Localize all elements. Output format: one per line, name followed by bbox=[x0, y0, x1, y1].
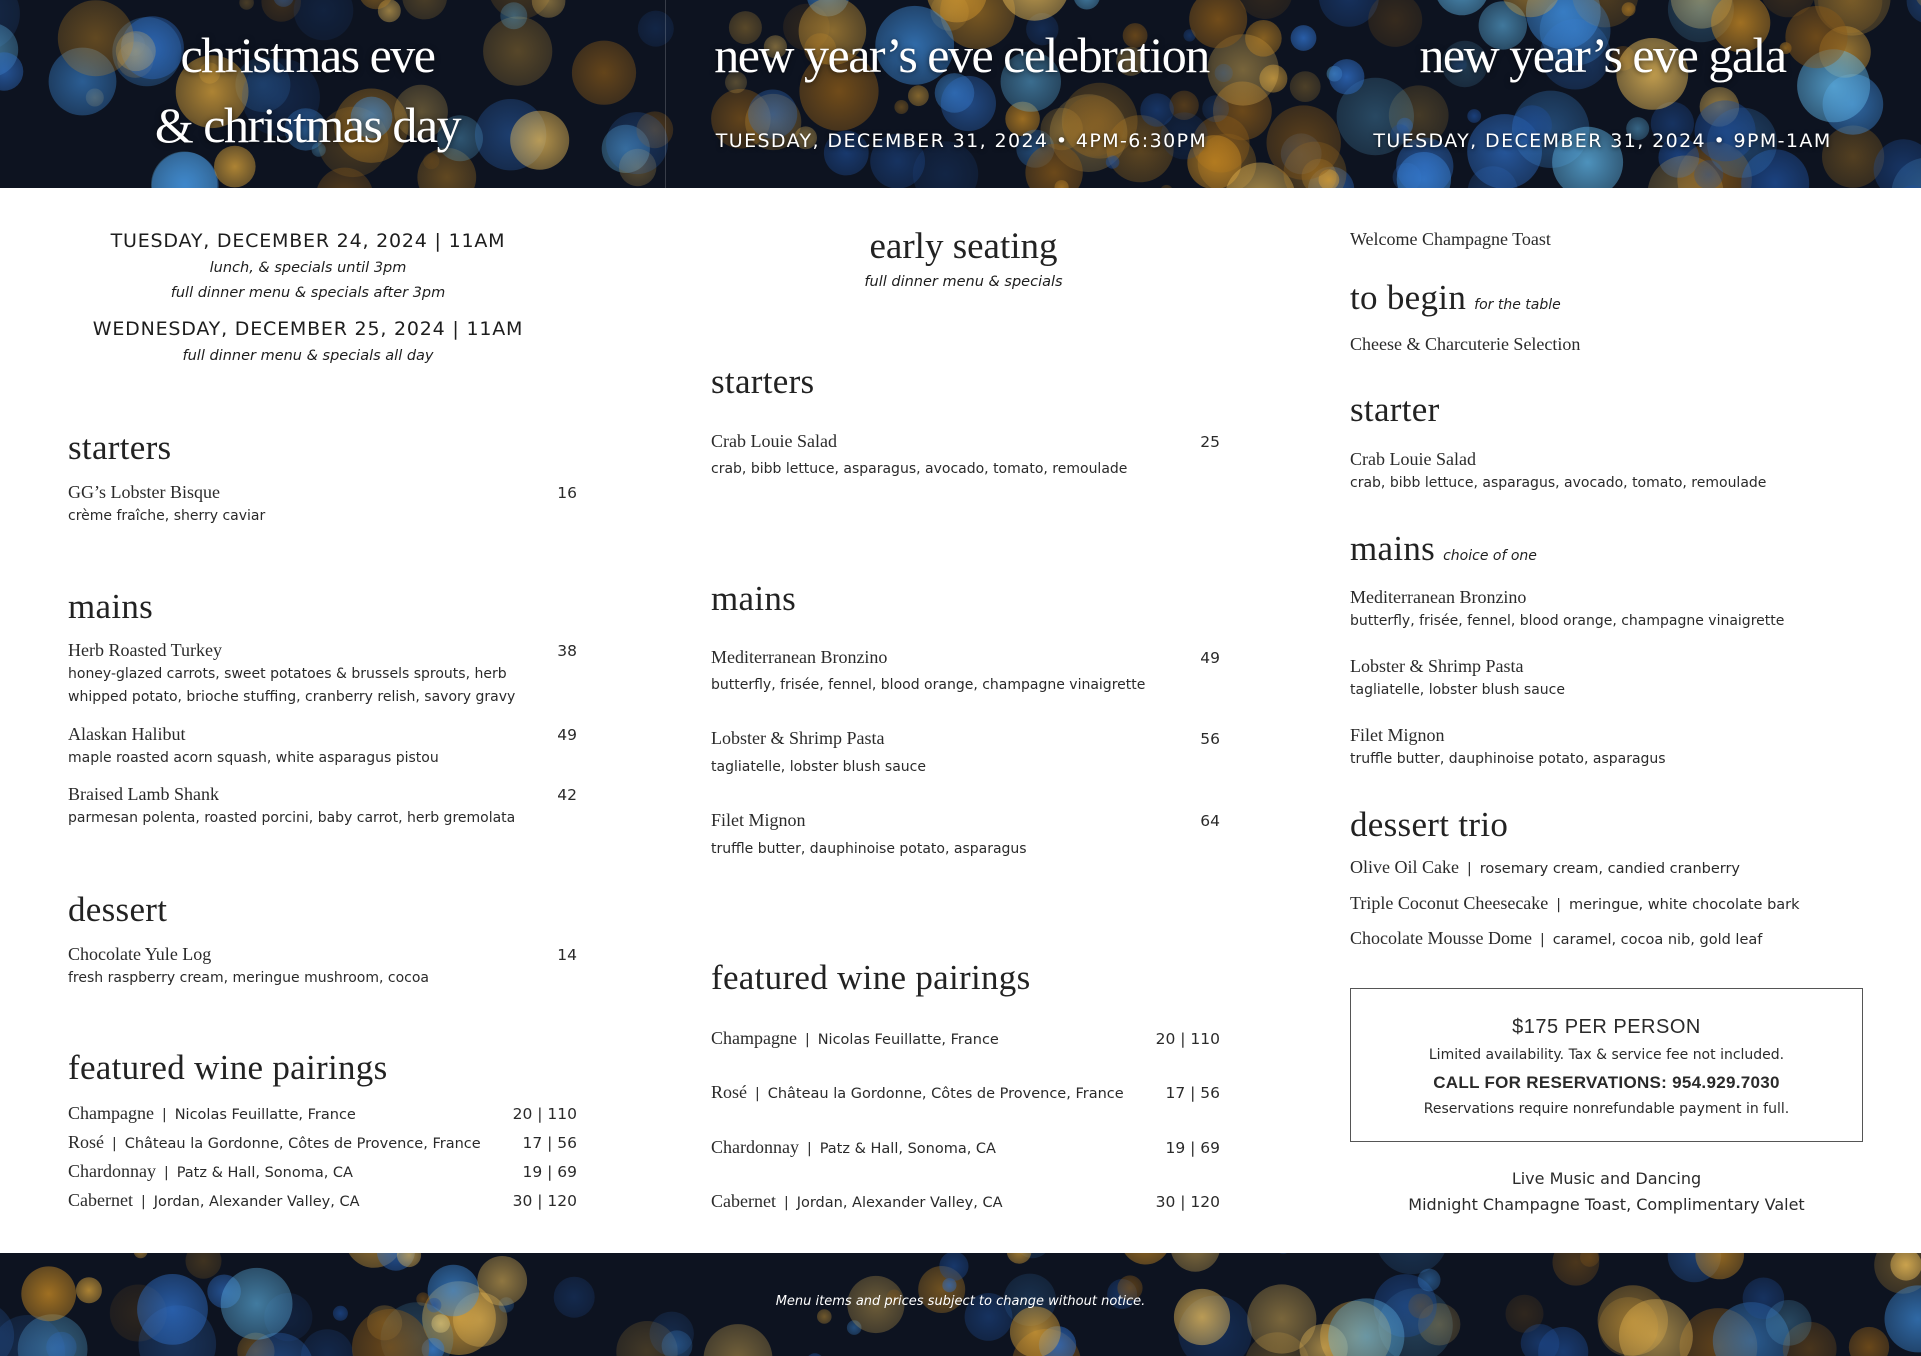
menu-item-name: Lobster & Shrimp Pasta bbox=[1350, 656, 1524, 676]
wine-name: Champagne bbox=[711, 1028, 797, 1048]
gala-mains-heading: mains bbox=[1350, 529, 1436, 568]
menu-item-desc: honey-glazed carrots, sweet potatoes & brussels sprouts, herb bbox=[68, 666, 507, 682]
wine-price: 17 | 56 bbox=[522, 1134, 577, 1152]
early-seating-heading: early seating bbox=[869, 226, 1058, 267]
christmas-day-note: full dinner menu & specials all day bbox=[182, 348, 434, 364]
bokeh-dot bbox=[1467, 109, 1481, 123]
bokeh-dot bbox=[572, 41, 636, 105]
wine-producer: Château la Gordonne, Côtes de Provence, France bbox=[124, 1136, 481, 1152]
menu-item-name: Crab Louie Salad bbox=[711, 431, 837, 451]
menu-item-price: 25 bbox=[1200, 433, 1220, 451]
bokeh-dot bbox=[1007, 1253, 1032, 1264]
nye-celebration-title: new year’s eve celebration bbox=[714, 27, 1209, 83]
wine-name: Chardonnay bbox=[711, 1137, 799, 1157]
menu-item-price: 38 bbox=[557, 642, 577, 660]
bokeh-dot bbox=[894, 100, 908, 114]
nye-wine-heading: featured wine pairings bbox=[711, 958, 1031, 997]
gala-extra-2: Midnight Champagne Toast, Complimentary Valet bbox=[1408, 1195, 1805, 1214]
christmas-wine-heading: featured wine pairings bbox=[68, 1048, 388, 1087]
footer-note: Menu items and prices subject to change without notice. bbox=[775, 1294, 1146, 1309]
menu-item-name: Lobster & Shrimp Pasta bbox=[711, 728, 885, 748]
bokeh-dot bbox=[1553, 1253, 1600, 1286]
christmas-title-line2: & christmas day bbox=[154, 97, 461, 153]
dessert-row: Chocolate Mousse Dome | caramel, cocoa nib, gold leaf bbox=[1350, 928, 1763, 948]
menu-item-desc: whipped potato, brioche stuffing, cranberry relish, savory gravy bbox=[68, 689, 516, 705]
christmas-mains-heading: mains bbox=[68, 587, 154, 626]
menu-item-name: Filet Mignon bbox=[711, 810, 806, 830]
wine-name: Rosé bbox=[711, 1082, 747, 1102]
menu-item-price: 49 bbox=[1200, 649, 1220, 667]
to-begin-heading: to begin bbox=[1350, 278, 1467, 317]
menu-item-price: 49 bbox=[557, 726, 577, 744]
bokeh-dot bbox=[1202, 95, 1229, 122]
menu-item-desc: truffle butter, dauphinoise potato, asparagus bbox=[711, 841, 1027, 857]
wine-producer: Patz & Hall, Sonoma, CA bbox=[176, 1165, 353, 1181]
menu-item-desc: tagliatelle, lobster blush sauce bbox=[1350, 682, 1565, 698]
bokeh-dot bbox=[239, 0, 254, 10]
gala-extra-1: Live Music and Dancing bbox=[1511, 1169, 1702, 1188]
bokeh-dot bbox=[1160, 185, 1173, 188]
welcome-toast: Welcome Champagne Toast bbox=[1350, 229, 1551, 249]
bokeh-dot bbox=[532, 0, 566, 18]
gala-starter-heading: starter bbox=[1350, 390, 1440, 429]
menu-item-desc: crème fraîche, sherry caviar bbox=[68, 508, 266, 524]
pricing-box bbox=[1350, 988, 1863, 1142]
bokeh-dot bbox=[606, 112, 668, 174]
gala-mains-heading-row bbox=[1350, 529, 1537, 569]
wine-price: 20 | 110 bbox=[512, 1105, 577, 1123]
menu-item-price: 42 bbox=[557, 786, 577, 804]
early-seating-note: full dinner menu & specials bbox=[864, 274, 1063, 290]
wine-price: 19 | 69 bbox=[1165, 1139, 1220, 1157]
wine-row: Cabernet | Jordan, Alexander Valley, CA bbox=[711, 1191, 1003, 1211]
menu-item-price: 16 bbox=[557, 484, 577, 502]
menu-item-desc: truffle butter, dauphinoise potato, asparagus bbox=[1350, 751, 1666, 767]
christmas-eve-note-2: full dinner menu & specials after 3pm bbox=[170, 285, 446, 301]
menu-item-desc: crab, bibb lettuce, asparagus, avocado, tomato, remoulade bbox=[711, 461, 1128, 477]
menu-item-desc: parmesan polenta, roasted porcini, baby carrot, herb gremolata bbox=[68, 810, 516, 826]
christmas-day-date: WEDNESDAY, DECEMBER 25, 2024 | 11AM bbox=[92, 318, 524, 340]
wine-row: Rosé | Château la Gordonne, Côtes de Provence, France bbox=[68, 1132, 481, 1152]
gala-dessert-heading: dessert trio bbox=[1350, 805, 1509, 844]
menu-item-desc: crab, bibb lettuce, asparagus, avocado, tomato, remoulade bbox=[1350, 475, 1767, 491]
wine-price: 19 | 69 bbox=[522, 1163, 577, 1181]
payment-note: Reservations require nonrefundable payment in full. bbox=[1423, 1101, 1790, 1117]
wine-row: Chardonnay | Patz & Hall, Sonoma, CA bbox=[68, 1161, 353, 1181]
wine-producer: Nicolas Feuillatte, France bbox=[174, 1107, 356, 1123]
dessert-row: Triple Coconut Cheesecake | meringue, white chocolate bark bbox=[1350, 893, 1800, 913]
wine-row: Cabernet | Jordan, Alexander Valley, CA bbox=[68, 1190, 360, 1210]
bokeh-dot bbox=[1074, 0, 1100, 10]
nye-mains-heading: mains bbox=[711, 579, 797, 618]
christmas-title-line1: christmas eve bbox=[180, 27, 435, 83]
menu-item-price: 64 bbox=[1200, 812, 1220, 830]
menu-item-price: 14 bbox=[557, 946, 577, 964]
christmas-eve-date: TUESDAY, DECEMBER 24, 2024 | 11AM bbox=[110, 230, 506, 252]
menu-item-name: Filet Mignon bbox=[1350, 725, 1445, 745]
nye-gala-title: new year’s eve gala bbox=[1419, 27, 1786, 83]
bokeh-dot bbox=[1418, 1269, 1441, 1292]
dessert-desc: caramel, cocoa nib, gold leaf bbox=[1552, 932, 1763, 948]
bokeh-dot bbox=[1849, 1327, 1889, 1356]
christmas-dessert-heading: dessert bbox=[68, 890, 168, 929]
to-begin-heading-row bbox=[1350, 278, 1561, 318]
dessert-name: Triple Coconut Cheesecake bbox=[1350, 893, 1549, 913]
to-begin-sub: for the table bbox=[1474, 297, 1561, 313]
bokeh-dot bbox=[0, 52, 23, 90]
bokeh-dot bbox=[402, 0, 447, 19]
menu-item-desc: tagliatelle, lobster blush sauce bbox=[711, 759, 926, 775]
wine-row: Rosé | Château la Gordonne, Côtes de Provence, France bbox=[711, 1082, 1124, 1102]
menu-item-price: 56 bbox=[1200, 730, 1220, 748]
menu-item-name: Herb Roasted Turkey bbox=[68, 640, 222, 660]
wine-row: Champagne | Nicolas Feuillatte, France bbox=[68, 1103, 356, 1123]
bokeh-dot bbox=[1276, 1253, 1290, 1254]
pricing-note: Limited availability. Tax & service fee not included. bbox=[1428, 1047, 1785, 1063]
christmas-starters-heading: starters bbox=[68, 428, 172, 467]
bokeh-dot bbox=[1121, 1253, 1171, 1265]
menu-item-name: Alaskan Halibut bbox=[68, 724, 186, 744]
dessert-desc: meringue, white chocolate bark bbox=[1569, 897, 1800, 913]
reservations-phone: CALL FOR RESERVATIONS: 954.929.7030 bbox=[1433, 1073, 1780, 1092]
bokeh-dot bbox=[1171, 1253, 1221, 1272]
wine-row: Chardonnay | Patz & Hall, Sonoma, CA bbox=[711, 1137, 996, 1157]
dessert-name: Chocolate Mousse Dome bbox=[1350, 928, 1532, 948]
menu-item-desc: butterfly, frisée, fennel, blood orange, champagne vinaigrette bbox=[711, 677, 1146, 693]
wine-name: Champagne bbox=[68, 1103, 154, 1123]
menu-item-name: Chocolate Yule Log bbox=[68, 944, 212, 964]
menu-item-desc: fresh raspberry cream, meringue mushroom, cocoa bbox=[68, 970, 429, 986]
nye-gala-date: TUESDAY, DECEMBER 31, 2024 • 9PM-1AM bbox=[1373, 130, 1832, 152]
bokeh-dot bbox=[1435, 0, 1489, 15]
menu-item-name: Cheese & Charcuterie Selection bbox=[1350, 334, 1581, 354]
nye-celebration-date: TUESDAY, DECEMBER 31, 2024 • 4PM-6:30PM bbox=[715, 130, 1208, 152]
dessert-row: Olive Oil Cake | rosemary cream, candied cranberry bbox=[1350, 857, 1741, 877]
menu-item-name: Braised Lamb Shank bbox=[68, 784, 219, 804]
price-per-person: $175 PER PERSON bbox=[1512, 1016, 1701, 1038]
bokeh-dot bbox=[1375, 1253, 1447, 1274]
menu-item-name: Crab Louie Salad bbox=[1350, 449, 1476, 469]
wine-row: Champagne | Nicolas Feuillatte, France bbox=[711, 1028, 999, 1048]
christmas-eve-note-1: lunch, & specials until 3pm bbox=[209, 260, 407, 276]
bokeh-dot bbox=[704, 1324, 773, 1356]
bokeh-dot bbox=[817, 1309, 832, 1324]
wine-name: Cabernet bbox=[68, 1190, 133, 1210]
wine-price: 17 | 56 bbox=[1165, 1084, 1220, 1102]
wine-producer: Nicolas Feuillatte, France bbox=[817, 1032, 999, 1048]
menu-item-name: Mediterranean Bronzino bbox=[711, 647, 888, 667]
wine-name: Chardonnay bbox=[68, 1161, 156, 1181]
menu-item-name: GG’s Lobster Bisque bbox=[68, 482, 220, 502]
bokeh-dot bbox=[1010, 1307, 1061, 1356]
header-banner bbox=[0, 0, 1921, 188]
wine-producer: Jordan, Alexander Valley, CA bbox=[153, 1194, 360, 1210]
bokeh-dot bbox=[186, 1253, 222, 1279]
bokeh-dot bbox=[1622, 2, 1636, 16]
dessert-name: Olive Oil Cake bbox=[1350, 857, 1459, 877]
wine-name: Rosé bbox=[68, 1132, 104, 1152]
bokeh-dot bbox=[134, 1253, 148, 1258]
wine-producer: Château la Gordonne, Côtes de Provence, France bbox=[767, 1086, 1124, 1102]
menu-item-desc: maple roasted acorn squash, white asparagus pistou bbox=[68, 750, 439, 766]
wine-producer: Patz & Hall, Sonoma, CA bbox=[819, 1141, 996, 1157]
wine-price: 20 | 110 bbox=[1155, 1030, 1220, 1048]
wine-producer: Jordan, Alexander Valley, CA bbox=[796, 1195, 1003, 1211]
menu-item-name: Mediterranean Bronzino bbox=[1350, 587, 1527, 607]
dessert-desc: rosemary cream, candied cranberry bbox=[1479, 861, 1741, 877]
wine-price: 30 | 120 bbox=[1155, 1193, 1220, 1211]
menu-item-desc: butterfly, frisée, fennel, blood orange, champagne vinaigrette bbox=[1350, 613, 1785, 629]
wine-name: Cabernet bbox=[711, 1191, 776, 1211]
nye-starters-heading: starters bbox=[711, 362, 815, 401]
wine-price: 30 | 120 bbox=[512, 1192, 577, 1210]
gala-mains-sub: choice of one bbox=[1443, 548, 1537, 564]
